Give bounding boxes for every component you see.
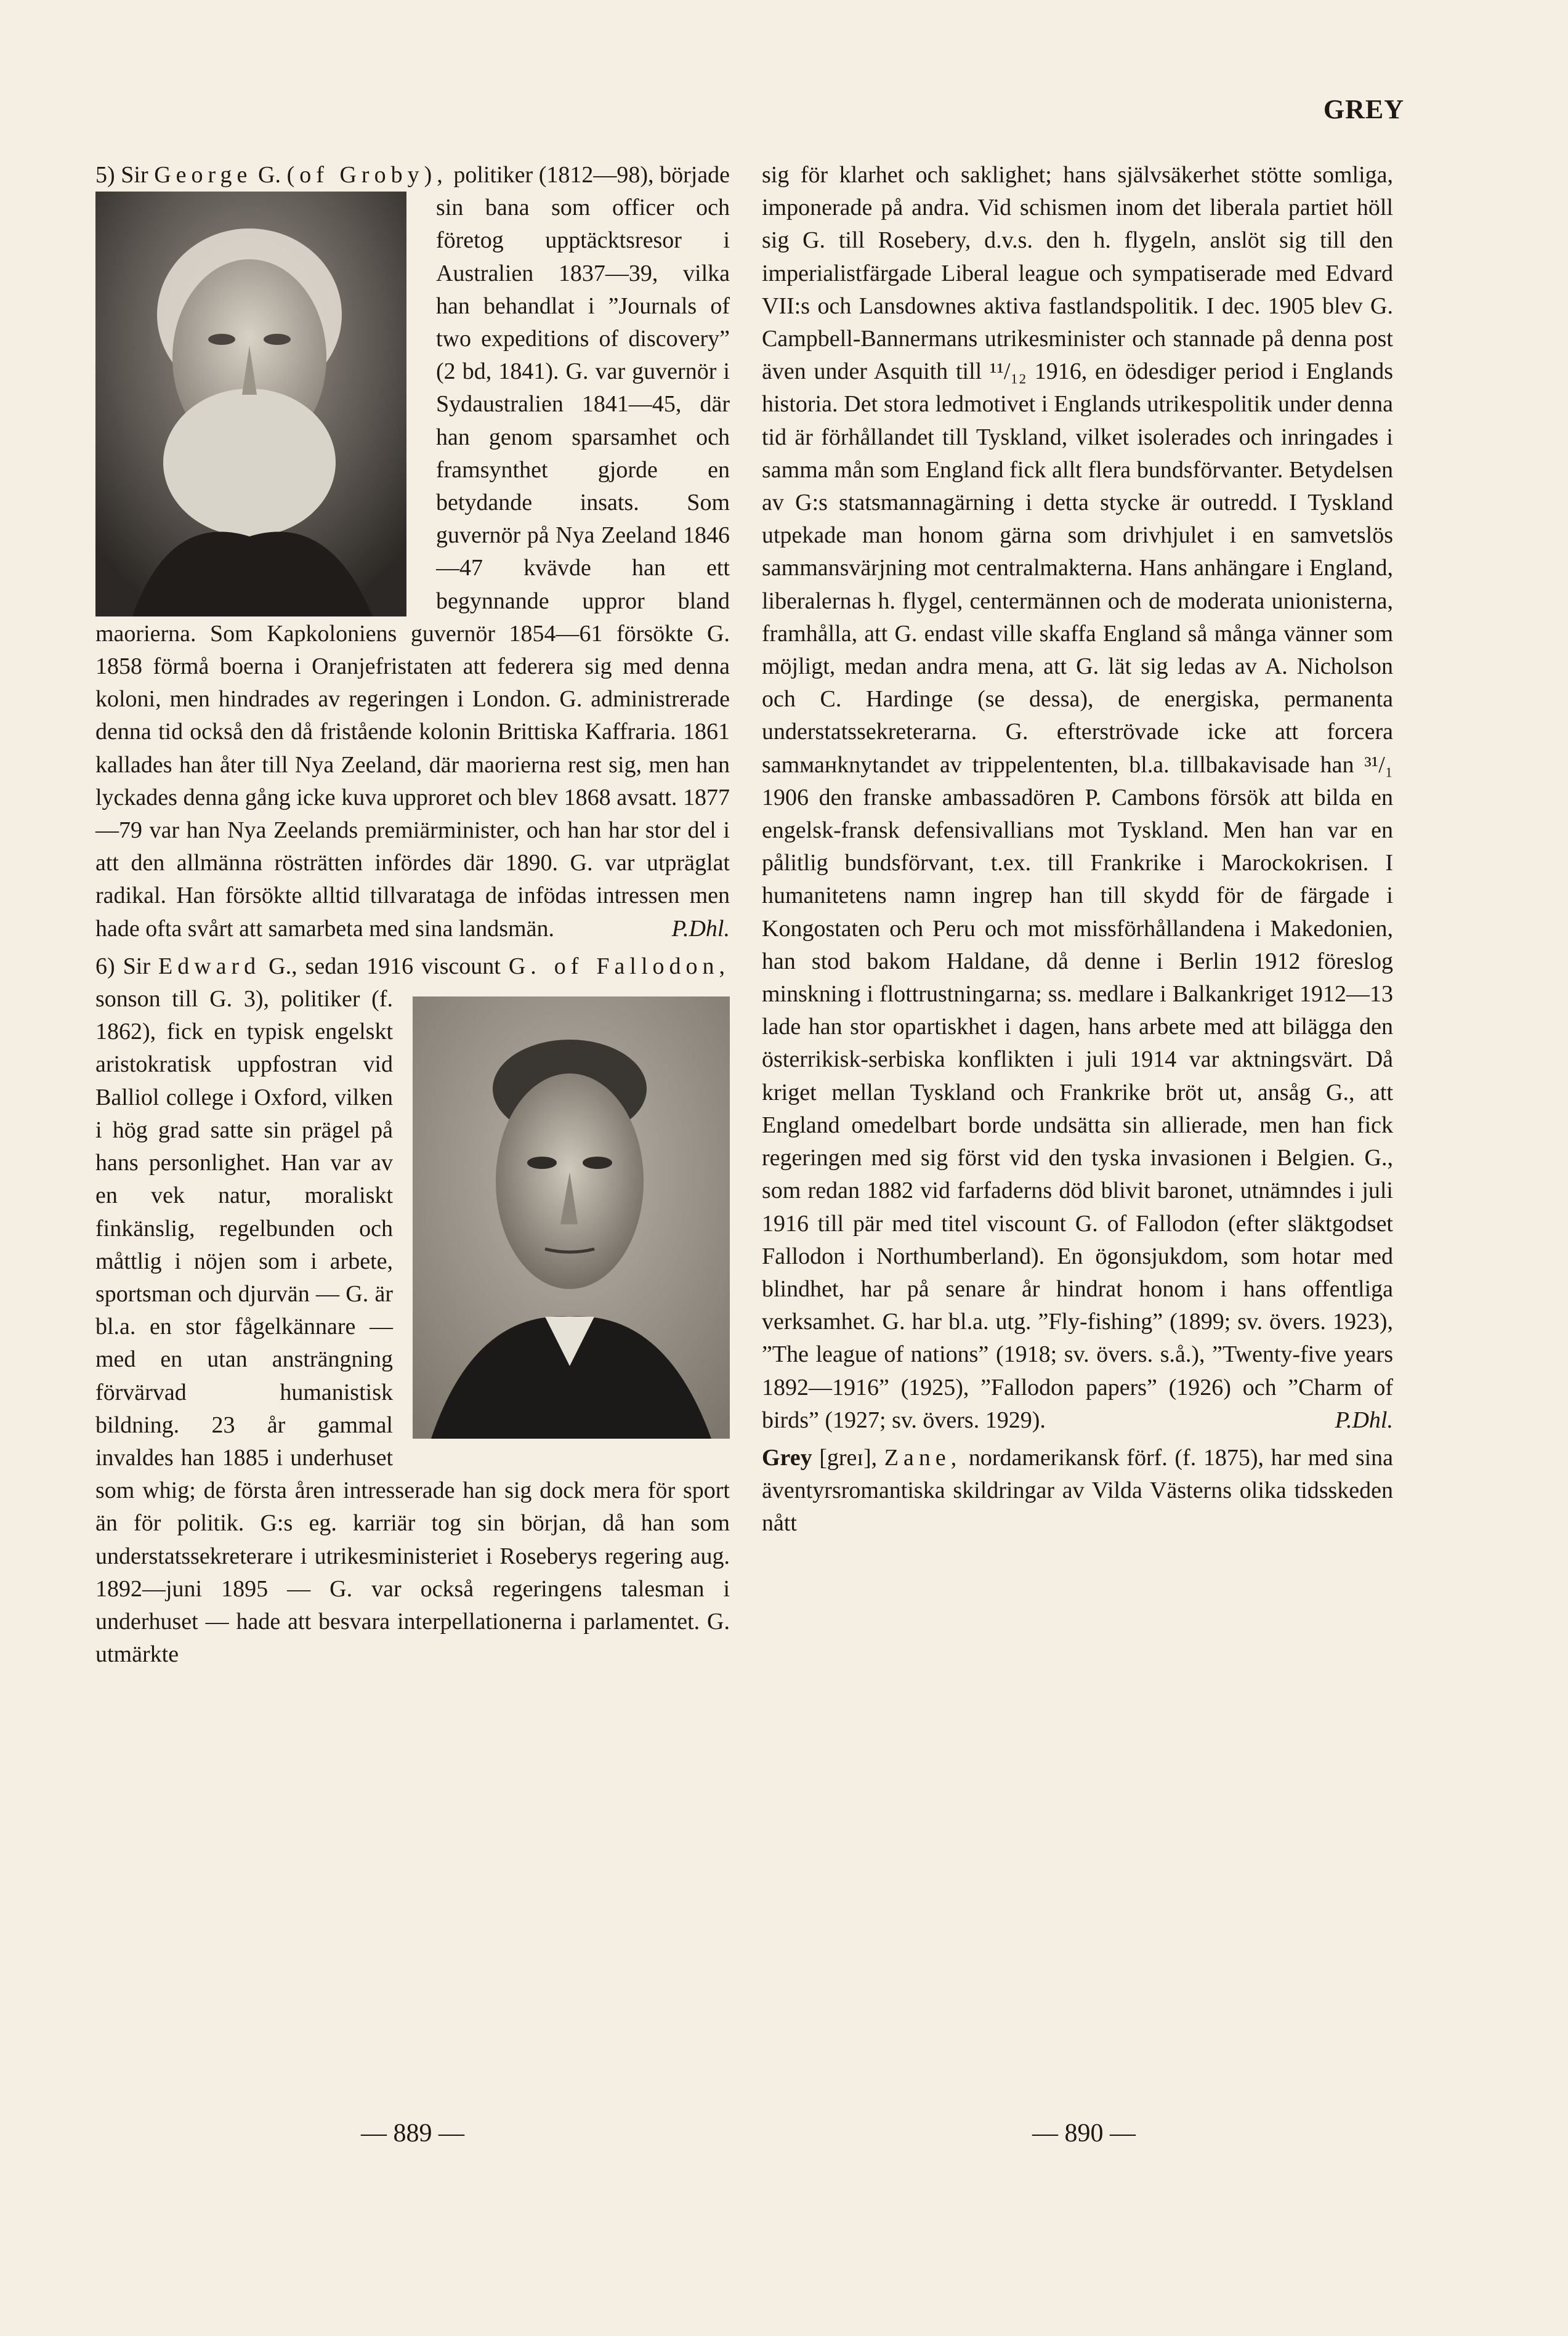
headword-name: George (154, 162, 253, 188)
date-fraction: ³¹/₁ (1364, 751, 1394, 778)
headword-name: Zane, (884, 1444, 962, 1471)
signature: P.Dhl. (1335, 1407, 1393, 1433)
entry-edward-grey-continued: sig för klarhet och saklighet; hans självsäkerhet stötte somliga, imponerade på andra. Vid schismen inom det liberala partiet höll sig G. till Rosebery, d.v.s. den h. flygeln, anslöt sig till den imperialistfärgade Liberal league och sympatiserade med Edvard VII:s och Lansdownes aktiva fastlandspolitik. I dec. 1905 blev G. Campbell-Bannermans utrikesminister och stannade på denna post även under Asquith till ¹¹/₁₂ 1916, en ödesdiger period i Englands historia. Det stora ledmotivet i Englands utrikespolitik under denna tid är förhållandet till Tyskland, vilket isolerades och inringades i samma mån som England fick allt flera bundsförvanter. Betydelsen av G:s statsmannagärning i detta stycke är outredd. I Tyskland utpekade man honom gärna som drivhjulet i en samvetslös sammansvärjning mot centralmakterna. Hans anhängare i England, liberalernas h. flygel, centermännen och de moderata unionisterna, framhålla, att G. endast ville skaffa England så många vänner som möjligt, medan andra mena, att G. lät sig ledas av A. Nicholson och C. Hardinge (se dessa), de energiska, permanenta understatssekreterarna. G. efterströvade icke att forcera samманknytandet av trippelententen, bl.a. tillbakavisade han ³¹/₁ 1906 den franske ambassadören P. Cambons försök att bilda en engelsk-fransk defensivallians mot Tyskland. Men han var en pålitlig bundsförvant, t.ex. till Frankrike i Marockokrisen. I humanitetens namn ingrep han till skydd för de färgade i Kongostaten och Peru och mot missförhållandena i Makedonien, han stod bakom Haldane, då denne i Berlin 1912 föreslog minskning i flottrustningarna; ss. medlare i Balkankriget 1912—13 lade han stor opartiskhet i dagen, hans arbete med att bilägga den österrikisk-serbiska konflikten i juli 1914 var aktningsvärt. Då kriget mellan Tyskland och Frankrike bröt ut, ansåg G., att England omedelbart borde undsätta sin allierade, men han fick regeringen med sig först vid den tyska invasionen i Belgien. G., som redan 1882 vid farfaderns död blivit baronet, utnämndes i juli 1916 till pär med titel viscount G. of Fallodon (efter släktgodset Fallodon i Northumberland). En ögonsjukdom, som hotar med blindhet, har på senare år hindrat honom i hans offentliga verksamhet. G. har bl.a. utg. ”Fly-fishing” (1899; sv. övers. 1923), ”The league of nations” (1918; sv. övers. s.å.), ”Twenty-five years 1892—1916” (1925), ”Fallodon papers” (1926) och ”Charm of birds” (1927; sv. övers. 1929). P.Dhl. (762, 159, 1393, 1437)
entry-edward-grey: 6) Sir Edward G., sedan 1916 viscount G. of Fallodon, sonson till G. 3), politiker (f. 1862), fick en typisk engelskt aristokratisk uppfostran vid Balliol college i Oxford, vilken i hög grad satte sin prägel på hans personlighet. Han var av en vek natur, moraliskt finkänslig, regelbunden och måttlig i nöjen som i arbete, sportsman och djurvän — G. är bl.a. en stor fågelkännare — med en utan ansträngning förvärvad humanistisk bildning. 23 år gammal invaldes han 1885 i underhuset som whig; de första åren intresserade han sig dock mera för sport än för politik. G:s eg. karriär tog sin början, då han som understatssekreterare i utrikesministeriet i Roseberys regering aug. 1892—juni 1895 — G. var också regeringens talesman i underhuset — hade att besvara interpellationerna i parlamentet. G. utmärkte (95, 953, 730, 1668)
entry-george-grey: 5) Sir George G. (of Groby), politiker (1812—98), började sin bana som officer och företog upptäcktsresor i Australien 1837—39, vilka han behandlat i ”Journals of two expeditions of discovery” (2 bd, 1841). G. var guvernör i Sydaustralien 1841—45, där han genom sparsamhet och framsynthet gjorde en betydande insats. Som guvernör på Nya Zeeland 1846—47 kvävde han ett begynnande uppror bland maorierna. Som Kapkoloniens guvernör 1854—61 försökte G. 1858 förmå boerna i Oranjefristaten att federera sig med denna koloni, men hindrades av regeringen i London. G. administrerade denna tid också den då fristående kolonin Brittiska Kaffraria. 1861 kallades han åter till Nya Zeeland, där maorierna rest sig, men han lyckades denna gång icke kuva upproret och blev 1868 avsatt. 1877—79 var han Nya Zeelands premiärminister, och han har stor del i att den allmänna rösträtten infördes där 1890. G. var utpräglat radikal. Han försökte alltid tillvarataga de infödas intressen men hade ofta svårt att samarbeta med sina landsmän. P.Dhl. (95, 159, 730, 945)
headword-suffix: (of Groby), (286, 162, 448, 188)
page-number-right: — 890 — (1032, 2119, 1136, 2148)
running-head: GREY (1323, 94, 1404, 124)
headword-title: G. of Fallodon, (508, 953, 730, 979)
portrait-george-grey (95, 192, 406, 616)
pronunciation: [greɪ], (819, 1444, 878, 1471)
left-column (95, 159, 730, 1671)
date-fraction: ¹¹/₁₂ (990, 358, 1027, 385)
page-number-left: — 889 — (361, 2119, 464, 2148)
portrait-edward-grey (413, 996, 730, 1439)
entry-body: nordamerikansk förf. (f. 1875), har med sina äventyrsromantiska skildringar av Vilda Västerns olika tidsskeden nått (762, 1444, 1394, 1537)
signature: P.Dhl. (671, 915, 730, 942)
headword-name: Edward (158, 953, 261, 979)
entry-zane-grey (762, 1442, 1393, 1540)
entry-body: sonson till G. 3), politiker (f. 1862), fick en typisk engelskt aristokratisk uppfostran vid Balliol college i Oxford, vilken i hög grad satte sin prägel på hans personlighet. Han var av en vek natur, moraliskt finkänslig, regelbunden och måttlig i nöjen som i arbete, sportsman och djurvän — G. är bl.a. en stor fågelkännare — med en utan ansträngning förvärvad humanistisk bildning. 23 år gammal invaldes han 1885 i underhuset som whig; de första åren intresserade han sig dock mera för sport än för politik. G:s eg. karriär tog sin början, då han som understatssekreterare i utrikesministeriet i Roseberys regering aug. 1892—juni 1895 — G. var också regeringens talesman i underhuset — hade att besvara interpellationerna i parlamentet. G. utmärkte (95, 986, 730, 1668)
entry-body: politiker (1812—98), började sin bana som officer och företog upptäcktsresor i Australien 1837—39, vilka han behandlat i ”Journals of two expeditions of discovery” (2 bd, 1841). G. var guvernör i Sydaustralien 1841—45, där han genom sparsamhet och framsynthet gjorde en betydande insats. Som guvernör på Nya Zeeland 1846—47 kvävde han ett begynnande uppror bland maorierna. Som Kapkoloniens guvernör 1854—61 försökte G. 1858 förmå boerna i Oranjefristaten att federera sig med denna koloni, men hindrades av regeringen i London. G. administrerade denna tid också den då fristående kolonin Brittiska Kaffraria. 1861 kallades han åter till Nya Zeeland, där maorierna rest sig, men han lyckades denna gång icke kuva upproret och blev 1868 avsatt. 1877—79 var han Nya Zeelands premiärminister, och han har stor del i att den allmänna rösträtten infördes där 1890. G. var utpräglat radikal. Han försökte alltid tillvarataga de infödas intressen men hade ofta svårt att samarbeta med sina landsmän. (95, 162, 730, 942)
entry-number: 5) (95, 162, 115, 188)
entry-number: 6) (95, 953, 115, 979)
headword: Grey (762, 1444, 812, 1471)
right-column (762, 159, 1393, 1540)
